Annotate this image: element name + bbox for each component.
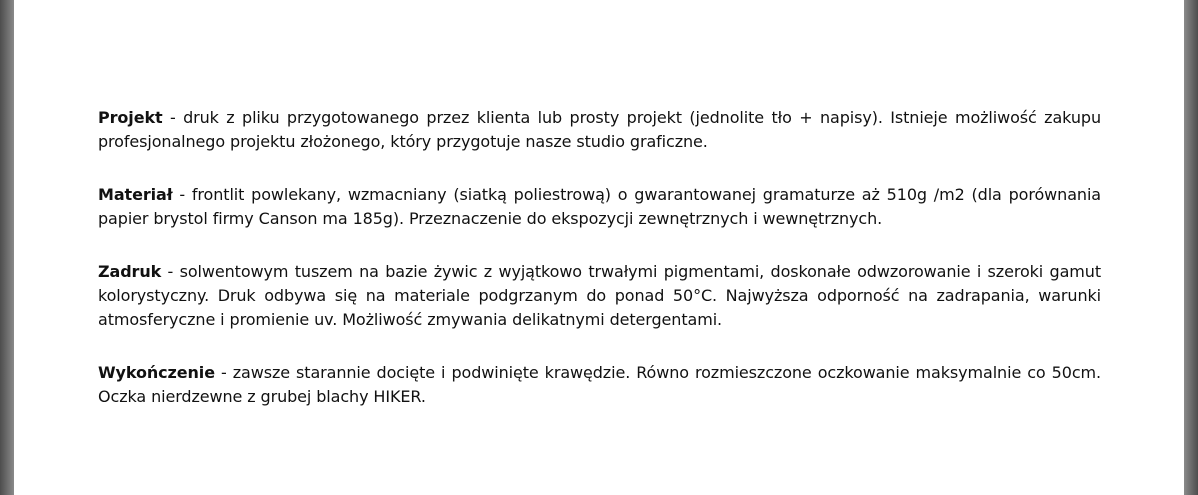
left-window-border: [0, 0, 14, 495]
section-term: Zadruk: [98, 262, 162, 281]
document-body: [98, 106, 1101, 409]
document-page: [14, 0, 1184, 495]
right-window-border: [1184, 0, 1198, 495]
section-text: - druk z pliku przygotowanego przez klienta lub prosty projekt (jednolite tło + napisy). Istnieje możliwość zakupu profesjonalnego projektu złożonego, który przygotuje nasze studio graficzne.: [98, 108, 1101, 151]
section-text: - frontlit powlekany, wzmacniany (siatką poliestrową) o gwarantowanej gramaturze aż 510g /m2 (dla porównania papier brystol firmy Canson ma 185g). Przeznaczenie do ekspozycji zewnętrznych i wewnętrznych.: [98, 185, 1101, 228]
section-text: - zawsze starannie docięte i podwinięte krawędzie. Równo rozmieszczone oczkowanie maksymalnie co 50cm. Oczka nierdzewne z grubej blachy HIKER.: [98, 363, 1101, 406]
section-material: [98, 183, 1101, 231]
section-projekt: [98, 106, 1101, 154]
section-zadruk: [98, 260, 1101, 332]
section-wykonczenie: [98, 361, 1101, 409]
section-term: Projekt: [98, 108, 163, 127]
section-term: Materiał: [98, 185, 173, 204]
section-term: Wykończenie: [98, 363, 215, 382]
section-text: - solwentowym tuszem na bazie żywic z wyjątkowo trwałymi pigmentami, doskonałe odwzorowanie i szeroki gamut kolorystyczny. Druk odbywa się na materiale podgrzanym do ponad 50°C. Najwyższa odporność na zadrapania, warunki atmosferyczne i promienie uv. Możliwość zmywania delikatnymi detergentami.: [98, 262, 1101, 329]
